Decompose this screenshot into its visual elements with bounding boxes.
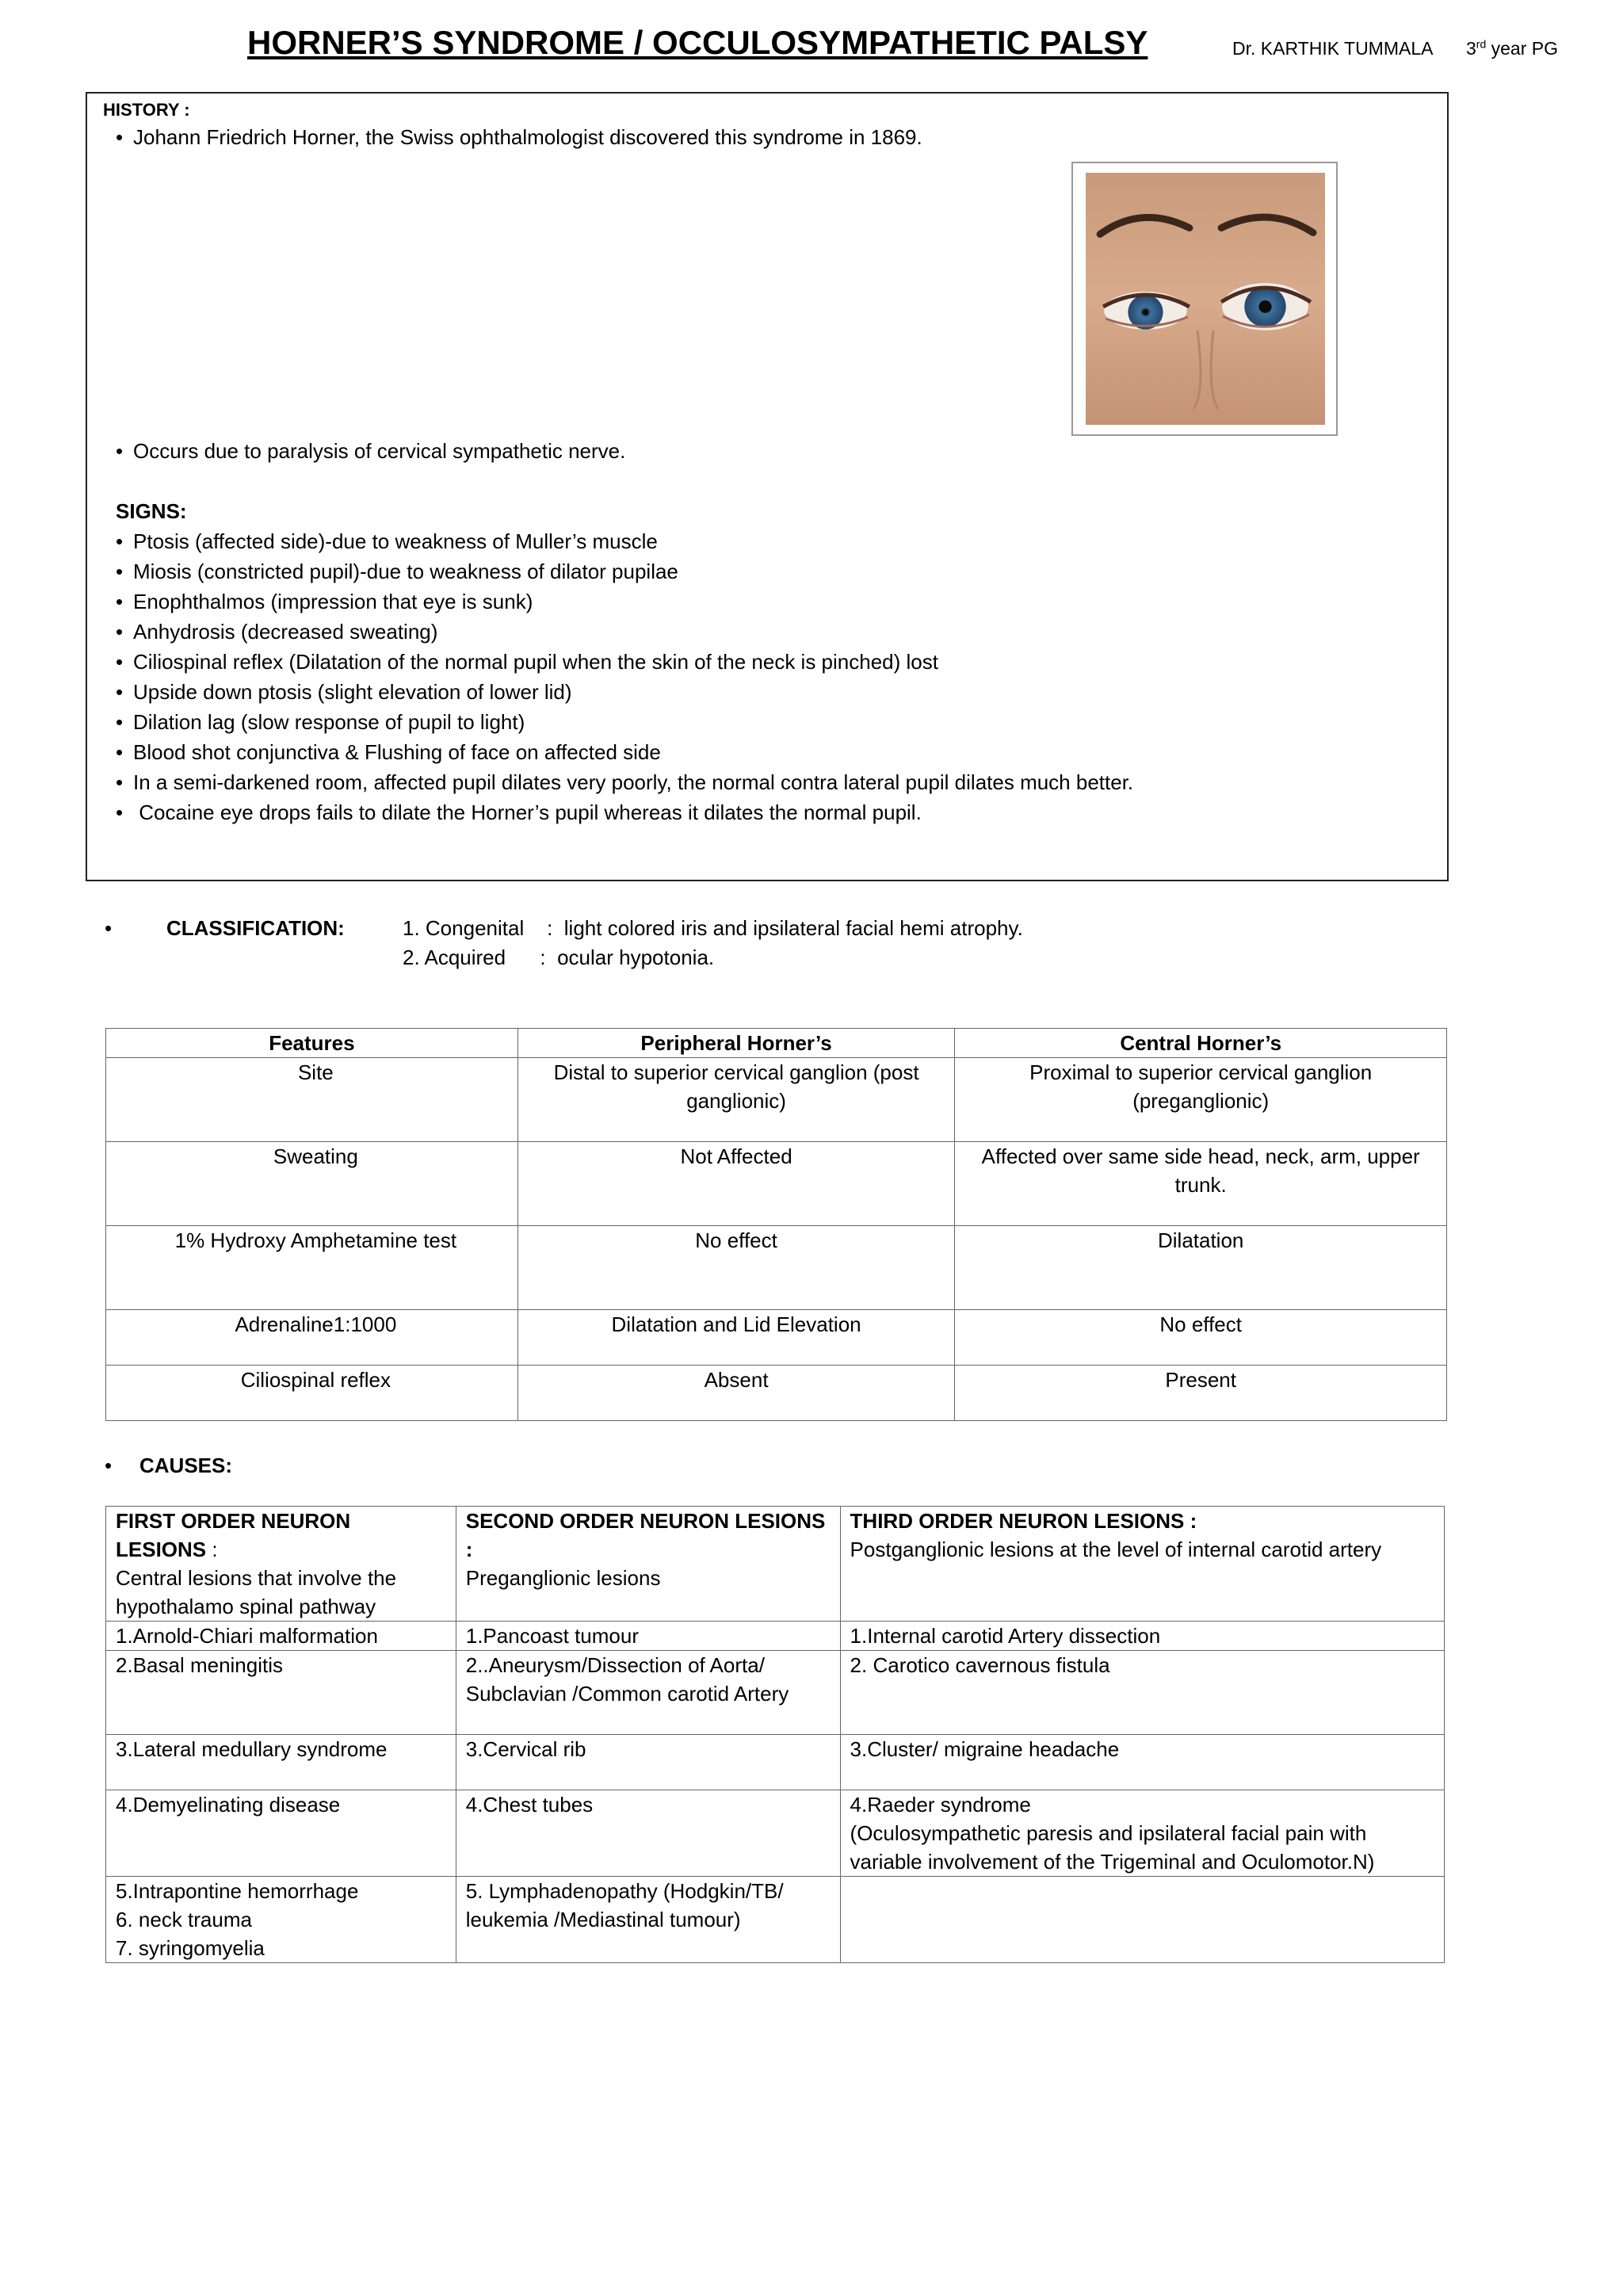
page-title: HORNER’S SYNDROME / OCCULOSYMPATHETIC PALSY [247,24,1148,61]
bullet-icon: • [116,560,124,583]
table-header: Features [106,1029,518,1058]
author-name: Dr. KARTHIK TUMMALA [1232,38,1434,59]
history-discovery [116,122,922,152]
classification-item: 1. Congenital : light colored iris and ipsilateral facial hemi atrophy. [403,916,1023,940]
header-desc: Postganglionic lesions at the level of internal carotid artery [850,1538,1382,1561]
table-cell [106,1877,456,1963]
table-row [106,1651,1445,1735]
bullet-icon: • [116,650,124,674]
eye-photo [1071,162,1338,436]
causes-label: CAUSES: [139,1454,233,1477]
header-title: THIRD ORDER NEURON LESIONS : [850,1509,1197,1533]
classification-label: CLASSIFICATION: [166,916,345,940]
table-row [106,1622,1445,1651]
table-row [106,1142,1447,1226]
table-row [106,1735,1445,1790]
bullet-icon: • [116,740,124,764]
classification-item: 2. Acquired : ocular hypotonia. [403,946,715,969]
table-row [106,1310,1447,1366]
list-item [116,556,678,586]
bullet-icon: • [116,590,124,613]
raeder-note: (Oculosympathetic paresis and ipsilateral facial pain with variable involvement of the Trigeminal and Oculomotor.N) [850,1821,1375,1874]
list-item [116,586,533,617]
bullet-icon: • [105,916,113,940]
bullet-icon: • [116,770,124,794]
table-cell: Dilatation and Lid Elevation [517,1310,955,1366]
bullet-icon: • [116,680,124,704]
history-cause [116,436,625,466]
table-header [106,1507,456,1622]
table-cell: 4.Demyelinating disease [106,1790,456,1877]
year-number: 3 [1466,38,1476,59]
causes-table [105,1506,1445,1963]
bullet-icon: • [116,710,124,734]
sign-text: Miosis (constricted pupil)-due to weakness of dilator pupilae [133,560,678,583]
table-cell: 3.Cluster/ migraine headache [840,1735,1444,1790]
sign-text: Anhydrosis (decreased sweating) [133,620,438,644]
table-cell: Not Affected [517,1142,955,1226]
comparison-table [105,1028,1447,1421]
table-row [106,1058,1447,1142]
table-cell: Adrenaline1:1000 [106,1310,518,1366]
table-cell: Dilatation [955,1226,1447,1310]
raeder-title: 4.Raeder syndrome [850,1793,1031,1817]
discovery-text: Johann Friedrich Horner, the Swiss ophthalmologist discovered this syndrome in 1869. [133,125,922,149]
table-cell: 3.Cervical rib [456,1735,840,1790]
year-text: year PG [1486,38,1559,59]
table-header [840,1507,1444,1622]
bullet-icon: • [105,1454,113,1477]
table-cell: 3.Lateral medullary syndrome [106,1735,456,1790]
table-cell: No effect [955,1310,1447,1366]
sign-text: Ptosis (affected side)-due to weakness of Muller’s muscle [133,529,658,553]
table-header-row [106,1507,1445,1622]
history-section [86,92,1449,881]
table-cell: 1.Pancoast tumour [456,1622,840,1651]
history-label: HISTORY : [103,100,190,120]
bullet-icon: • [116,439,124,463]
table-cell [840,1877,1444,1963]
bullet-icon: • [116,125,124,149]
list-item [116,797,922,827]
table-header-row [106,1029,1447,1058]
table-cell: 2.Basal meningitis [106,1651,456,1735]
table-header: Central Horner’s [955,1029,1447,1058]
table-cell: Distal to superior cervical ganglion (post ganglionic) [517,1058,955,1142]
sign-text: In a semi-darkened room, affected pupil dilates very poorly, the normal contra lateral pupil dilates much better. [133,770,1134,794]
table-cell: Sweating [106,1142,518,1226]
header-desc: Central lesions that involve the hypothalamo spinal pathway [116,1566,397,1618]
table-cell: 2. Carotico cavernous fistula [840,1651,1444,1735]
list-item [116,767,1133,797]
table-header [456,1507,840,1622]
table-cell: 1.Internal carotid Artery dissection [840,1622,1444,1651]
bullet-icon: • [116,620,124,644]
sign-text: Ciliospinal reflex (Dilatation of the normal pupil when the skin of the neck is pinched) lost [133,650,938,674]
cause-text: Occurs due to paralysis of cervical sympathetic nerve. [133,439,626,463]
table-header: Peripheral Horner’s [517,1029,955,1058]
author-year [1466,33,1558,63]
table-cell: 4.Chest tubes [456,1790,840,1877]
eye-photo-image [1086,173,1325,425]
list-item [116,737,661,767]
table-cell [840,1790,1444,1877]
table-cell: 1.Arnold-Chiari malformation [106,1622,456,1651]
table-row [106,1226,1447,1310]
table-row [106,1790,1445,1877]
bullet-icon: • [116,529,124,553]
table-cell: 5. Lymphadenopathy (Hodgkin/TB/ leukemia /Mediastinal tumour) [456,1877,840,1963]
sign-text: Blood shot conjunctiva & Flushing of face on affected side [133,740,661,764]
header-desc: Preganglionic lesions [465,1566,661,1590]
header-suffix: : [206,1538,218,1561]
table-cell: Ciliospinal reflex [106,1366,518,1421]
table-cell: 2..Aneurysm/Dissection of Aorta/ Subclavian /Common carotid Artery [456,1651,840,1735]
list-item [116,707,525,737]
header-title: FIRST ORDER NEURON LESIONS [116,1509,351,1561]
table-cell: Affected over same side head, neck, arm, upper trunk. [955,1142,1447,1226]
signs-label: SIGNS: [116,499,187,523]
table-row [106,1366,1447,1421]
table-cell: No effect [517,1226,955,1310]
cause-item: 5.Intrapontine hemorrhage [116,1879,359,1903]
list-item [116,526,658,556]
list-item [116,617,437,647]
header-title: SECOND ORDER NEURON LESIONS : [465,1509,826,1561]
table-cell: Present [955,1366,1447,1421]
sign-text: Enophthalmos (impression that eye is sunk) [133,590,533,613]
bullet-icon: • [116,800,124,824]
table-cell: 1% Hydroxy Amphetamine test [106,1226,518,1310]
sign-text: Upside down ptosis (slight elevation of lower lid) [133,680,572,704]
sign-text: Cocaine eye drops fails to dilate the Horner’s pupil whereas it dilates the normal pupil. [133,800,922,824]
list-item [116,647,938,677]
cause-item: 7. syringomyelia [116,1936,265,1960]
table-row [106,1877,1445,1963]
cause-item: 6. neck trauma [116,1908,252,1931]
table-cell: Proximal to superior cervical ganglion (preganglionic) [955,1058,1447,1142]
table-cell: Site [106,1058,518,1142]
year-superscript: rd [1476,37,1487,51]
table-cell: Absent [517,1366,955,1421]
sign-text: Dilation lag (slow response of pupil to light) [133,710,525,734]
list-item [116,677,572,707]
